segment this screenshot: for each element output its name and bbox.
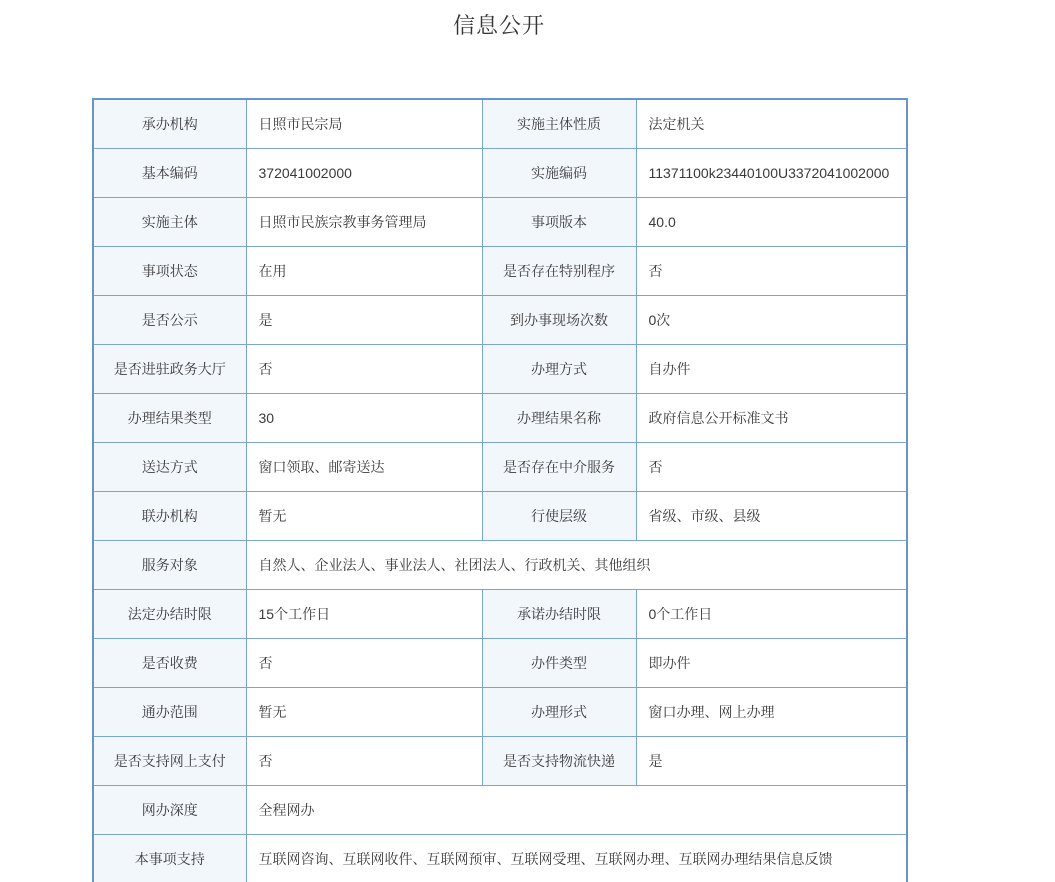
field-value: 否 <box>636 247 907 296</box>
field-label: 办理结果名称 <box>482 394 636 443</box>
field-value: 日照市民族宗教事务管理局 <box>246 198 482 247</box>
field-label: 实施主体 <box>93 198 246 247</box>
field-value: 15个工作日 <box>246 590 482 639</box>
field-label: 是否支持网上支付 <box>93 737 246 786</box>
table-row <box>93 345 907 394</box>
field-value: 日照市民宗局 <box>246 99 482 149</box>
table-row <box>93 198 907 247</box>
table-row <box>93 99 907 149</box>
table-row <box>93 296 907 345</box>
field-label: 送达方式 <box>93 443 246 492</box>
table-row <box>93 786 907 835</box>
field-value: 否 <box>246 639 482 688</box>
field-value: 372041002000 <box>246 149 482 198</box>
field-value: 是 <box>636 737 907 786</box>
table-row <box>93 149 907 198</box>
table-row <box>93 639 907 688</box>
field-label: 通办范围 <box>93 688 246 737</box>
table-row <box>93 590 907 639</box>
field-value: 全程网办 <box>246 786 907 835</box>
field-value: 自然人、企业法人、事业法人、社团法人、行政机关、其他组织 <box>246 541 907 590</box>
field-label: 办件类型 <box>482 639 636 688</box>
field-value: 暂无 <box>246 492 482 541</box>
field-label: 联办机构 <box>93 492 246 541</box>
field-value: 0个工作日 <box>636 590 907 639</box>
field-label: 是否支持物流快递 <box>482 737 636 786</box>
table-row <box>93 688 907 737</box>
field-label: 是否存在中介服务 <box>482 443 636 492</box>
table-row <box>93 835 907 882</box>
table-row <box>93 541 907 590</box>
field-value: 否 <box>636 443 907 492</box>
field-label: 承诺办结时限 <box>482 590 636 639</box>
field-value: 窗口领取、邮寄送达 <box>246 443 482 492</box>
field-value: 否 <box>246 345 482 394</box>
field-value: 暂无 <box>246 688 482 737</box>
table-row <box>93 247 907 296</box>
field-label: 实施编码 <box>482 149 636 198</box>
field-value: 在用 <box>246 247 482 296</box>
field-label: 服务对象 <box>93 541 246 590</box>
field-value: 即办件 <box>636 639 907 688</box>
field-value: 否 <box>246 737 482 786</box>
field-label: 办理结果类型 <box>93 394 246 443</box>
field-label: 基本编码 <box>93 149 246 198</box>
field-value: 政府信息公开标准文书 <box>636 394 907 443</box>
field-label: 办理方式 <box>482 345 636 394</box>
field-value: 互联网咨询、互联网收件、互联网预审、互联网受理、互联网办理、互联网办理结果信息反馈 <box>246 835 907 882</box>
page-title: 信息公开 <box>452 13 545 38</box>
field-value: 30 <box>246 394 482 443</box>
field-label: 行使层级 <box>482 492 636 541</box>
field-value: 0次 <box>636 296 907 345</box>
field-label: 是否进驻政务大厅 <box>93 345 246 394</box>
field-value: 自办件 <box>636 345 907 394</box>
table-row <box>93 394 907 443</box>
field-value: 窗口办理、网上办理 <box>636 688 907 737</box>
content-container <box>92 0 906 882</box>
table-row <box>93 443 907 492</box>
info-disclosure-table <box>92 98 908 882</box>
field-value: 11371100k23440100U3372041002000 <box>636 149 907 198</box>
field-label: 事项状态 <box>93 247 246 296</box>
field-label: 是否收费 <box>93 639 246 688</box>
field-value: 是 <box>246 296 482 345</box>
field-value: 省级、市级、县级 <box>636 492 907 541</box>
field-label: 事项版本 <box>482 198 636 247</box>
field-value: 法定机关 <box>636 99 907 149</box>
field-label: 是否公示 <box>93 296 246 345</box>
table-row <box>93 737 907 786</box>
field-label: 承办机构 <box>93 99 246 149</box>
table-row <box>93 492 907 541</box>
field-label: 办理形式 <box>482 688 636 737</box>
field-label: 到办事现场次数 <box>482 296 636 345</box>
field-label: 本事项支持 <box>93 835 246 882</box>
field-label: 是否存在特别程序 <box>482 247 636 296</box>
field-label: 网办深度 <box>93 786 246 835</box>
field-label: 法定办结时限 <box>93 590 246 639</box>
field-label: 实施主体性质 <box>482 99 636 149</box>
field-value: 40.0 <box>636 198 907 247</box>
